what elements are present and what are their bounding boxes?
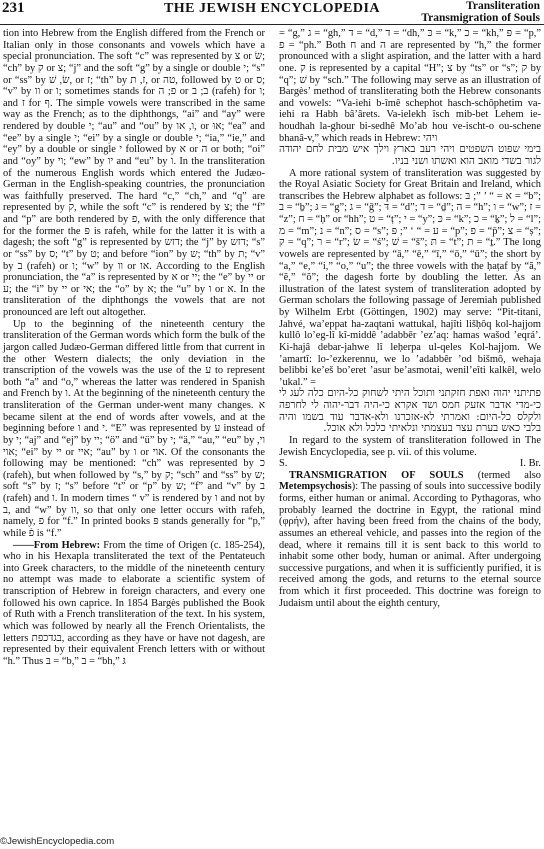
right-column (279, 28, 541, 609)
copyright-link[interactable]: ©JewishEncyclopedia.com (0, 836, 115, 847)
paragraph-royal-asiatic: A more rational system of transliteration was suggested by the Royal Asiatic Society for Great Britain and Ireland, which transcribes the Hebrew alphabet as follows: א = “ ’ ”; בּ = “b”; ב = “ḇ”; גּ = “g”; ג = “ḡ”; דּ = “d”; ד = “ḏ”; ה = “h”; ו = “w”; ז = “z”; ח = “ḥ” or “hh”; ט = “ṭ”; י = “y”; כּ = “k”; כ = “ḵ”; ל = “l”; מ = “m”; נ = “n”; ס = “s”; ע = “ ‘ ”; פּ = “p”; פ = “p̄”; צ = “ṣ”; ק = “q”; ר = “r”; שׂ = “ś”; שׁ = “š”; תּ = “t”; ת = “ṯ.” The long vowels are represented by “ā,” “ē,” “ī,” “ō,” “ū”; the short by “a,” “e,” “i,” “o,” “u”; the three vowels with the ḥaṭaf by “ă,” “ĕ,” “ŏ”; the dagesh forte by doubling the letter. As an illustration of the latest system of transliteration adopted by German scholars the following passage of Jeremiah published by Wilhelm Erbt (Göttingen, 1902) may serve: “Pit-titani, Jahvé, wa’eppat ha-zaqtani wattukal, hajîti lišḥôq kol-hajjom kullô lo’eg-lî kî-middê ’adabbēr ’ez’aq: hamas wašod ’eqrá’. Ki-hajâ debar-jahwe lî leḥerpa ul-qeles Kol-hajjom. We ’amartî: lo-’ezkerennu, we lo ’adabbêr ’od bišmô, wehaja belibbi ke’eš bo’eret ’asur be’asmotai, wenil’eîti kalkêl, welo ’ukal.” = (279, 167, 541, 388)
paragraph-german: Up to the beginning of the nineteenth century the transliteration of the German words which form the bulk of the jargon called Judæo-German differed little from that current in the other Western dialects; the only deviation in the transcription of the vowels was the use of the ע to represent both “a” and “o,” whereas the latter was rendered in Spanish and French by ו. At the beginning of the nineteenth century the transliteration of the German under-went many changes. א became silent at the end of words after vowels, and at the beginning before ו and י. “E” was represented by ע instead of by י; “aj” and “ej” by יי; “ö” and “ü” by י; “ä,” “au,” “eu” by וי, אוי; “ei” by יי or איי; “au” by ו or אוי. Of the consonants the following may be mentioned: “ch” was represented by כ (rafeh), but when followed by “s,” by ק; “sch” and “ss” by ש; soft “s” by ז; “s” before “t” or “p” by ש; “f” and “v” by ב (rafeh) and ו. In modern times “ v” is rendered by ו and not by ב, and “w” by וו, so that only one letter occurs with rafeh, namely, פ for “f.” In printed books פּ stands generally for “p,” while פֿ is “f.” (3, 318, 266, 539)
paragraph-french-italian: tion into Hebrew from the English differed from the French or Italian only in those consonants and vowels which have a special pronunciation. The soft “c” was represented by צ or שׂ; “ch” by ק or צ; “j” and the soft “g” by a single or double י; “s” or “ss” by שׂ, שׁ, or ז; “th” by ז, ת, or טה, followed by ט or ס; “v” by וו or ו; sometimes stands for פ; ה or ב; ב (rafeh) for ו; and ז for ף. The simple vowels were transcribed in the same way as the French; as to the diphthongs, “ai” and “ay” were rendered by double י; “au” and “ou” by ו, או, or אוּ; “ea” and “ee” by a single י; “ei” by a single or double י; “ia,” “ie,” and “ey” by a double or single י followed by א or ה or both; “oi” and “oy” by וי; “ew” by יו and “eu” by ו. In the transliteration of the numerous English words which entered the Judæo-German in the English-speaking countries, the pronunciation was faithfully preserved. The hard “c,” “ch,” and “q” are represented by ק, while the soft “c” is rendered by צ; the “f” and “p” are both rendered by פ, with the only difference that for the former the פּ is rafeh, while for the latter it is with a dagesh; the soft “g” is represented by דזש; the “j” by דזש; “s” or “ss” by ס; “t” by ט; and before “ion” by ש; “th” by ת; “v” by ב (rafeh) or ו; “w” by וו or או. According to the English pronunciation, the “a” is represented by א or יי; the “e” by יי or ע; the “i” by יי or אי; the “o” by א; the “u” by ו or א. In the transliteration of the diphthongs the vowels that are not pronounced are left out altogether. (3, 28, 265, 318)
paragraph-jewish-encyclopedia-system: In regard to the system of transliteration followed in The Jewish Encyclopedia, see p. vii. of this volume. (279, 434, 541, 458)
transmigration-intro: (termed also (463, 469, 541, 481)
running-title (421, 0, 540, 24)
paragraph-from-hebrew (3, 540, 265, 668)
article-heading-transmigration: TRANSMIGRATION OF SOULS (289, 469, 464, 481)
transmigration-text: ): The passing of souls into successive bodily forms, either human or animal. According to Pythagoras, who probably learned the doctrine in Egypt, the rational mind (φρήν), after having been freed from the chains of the body, assumes an ethereal vehicle, and passes into the region of the dead, where it remains till it is sent back to this world to inhabit some other body, human or animal. After undergoing successive purgations, and when it is sufficiently purified, it is received among the gods, and returns to the eternal source from which it first proceeded. This doctrine was foreign to Judaism until about the eighth century, (279, 481, 541, 609)
running-title-line-2: Transmigration of Souls (421, 12, 540, 24)
term-metempsychosis: Metempsychosis (279, 481, 352, 493)
signature-left: S. (279, 458, 288, 470)
publication-title: THE JEWISH ENCYCLOPEDIA (163, 1, 381, 16)
running-title-line-1: Transliteration (466, 0, 540, 12)
page-header (0, 0, 544, 22)
from-hebrew-text: From the time of Origen (c. 185-254), who in his Hexapla transliterated the text of the Pentateuch into Greek characters, to the middle of the nineteenth century no attempt was made to elaborate a scientific system of transcription of Hebrew in foreign characters, and every one followed his own caprice. In 1854 Bargès published the Book of Ruth with a French transliteration of the text. In his system, which was followed by nearly all the French Orientalists, the letters בגדכפת, according as they have or have not dagesh, are represented by their equivalent French letters with or without “h.” Thus בּ = “b,” ב = “bh,” גּ (3, 539, 265, 667)
hebrew-quote-ruth: בימי שפוט השפטים ויהי רעב בארץ וילך איש מבית לחם יהודה לגור בשדי מואב הוא ואשתו ושני בניו. (279, 143, 541, 167)
left-column (3, 28, 265, 667)
paragraph-transmigration (279, 470, 541, 610)
page-number: 231 (2, 0, 25, 16)
paragraph-barges: = “g,” ג = “gh,” ד = “d,” ד = “dh,” כּ = “k,” כ = “kh,” פּ = “p,” פ = “ph.” Both ח and ה are represented by “h,” the former pronounced with a slight aspiration, and the latter with a hard one. ק is represented by a capital “H”; צ by “ts” or “s”; ק by “q”; שׁ by “sch.” The following may serve as an illustration of Bargès’ method of transliterating both the Hebrew consonants and vowels: “Va-iehi b-îmê schephot hasch-schôphetim va-iehi ra Habh bâ’ârets. Va-ielekh îsch mib-bet Lehem ie-houdhah la-ghour bi-sedhê Mo’ab hou ve-ischt-o ou-schene bhanâ-v,” which reads in Hebrew: ויהי (279, 28, 542, 144)
header-rule (0, 24, 544, 25)
hebrew-quote-jeremiah: פתיתני יהוה ואפת חזקתני ותוכל היתי לשחוק כל-היום כלה לעג לי כי-מדי אדבר אזעק חמס ושד אקרא כי-היה דבר-יהוה לי לחרפה ולקלס כל-היום: ואמרתי לא-אזכרנו ולא-אדבר עוד בשמו והיה בלבי כאש בערת עצר בעצמתי ונלאיתי כלכל ולא אוכל. (279, 387, 541, 435)
signature-line (279, 458, 541, 470)
signature-right: I. Br. (519, 458, 541, 470)
section-heading-from-hebrew: ——From Hebrew: (13, 539, 101, 551)
